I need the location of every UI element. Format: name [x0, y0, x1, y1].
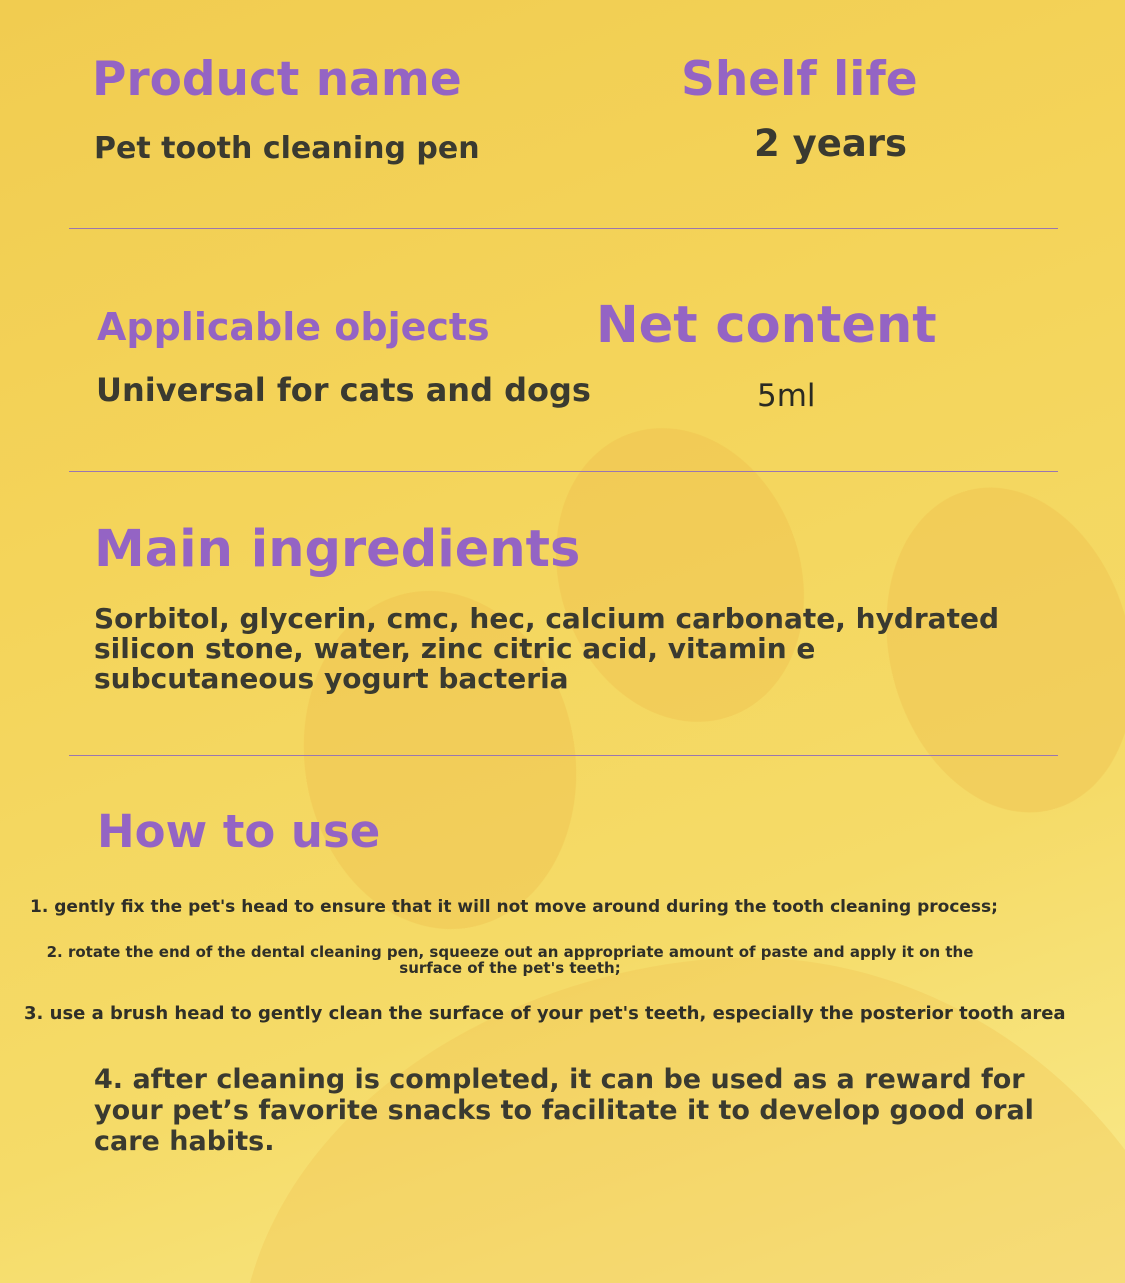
shelf-life-heading: Shelf life — [681, 52, 918, 107]
main-ingredients-heading: Main ingredients — [94, 520, 581, 579]
product-name-heading: Product name — [92, 52, 462, 107]
usage-step-4: 4. after cleaning is completed, it can be used as a reward for your pet’s favorite snacks to facilitate it to develop good oral care habits. — [94, 1064, 1034, 1157]
usage-step-3: 3. use a brush head to gently clean the surface of your pet's teeth, especially the posterior tooth area — [24, 1003, 1066, 1024]
applicable-objects-heading: Applicable objects — [97, 305, 490, 349]
divider — [69, 228, 1058, 229]
divider — [69, 755, 1058, 756]
product-name-value: Pet tooth cleaning pen — [94, 131, 480, 166]
ingredients-text: Sorbitol, glycerin, cmc, hec, calcium carbonate, hydrated silicon stone, water, zinc citric acid, vitamin e subcutaneous yogurt bacteria — [94, 602, 999, 695]
usage-step-2: 2. rotate the end of the dental cleaning pen, squeeze out an appropriate amount of paste and apply it on the surface of the pet's teeth; — [46, 943, 974, 977]
shelf-life-value: 2 years — [754, 122, 908, 165]
net-content-heading: Net content — [596, 296, 937, 355]
divider — [69, 471, 1058, 472]
net-content-value: 5ml — [757, 378, 816, 414]
applicable-objects-value: Universal for cats and dogs — [96, 371, 591, 409]
usage-step-1: 1. gently fix the pet's head to ensure that it will not move around during the tooth cleaning process; — [30, 897, 998, 917]
how-to-use-heading: How to use — [97, 805, 381, 858]
